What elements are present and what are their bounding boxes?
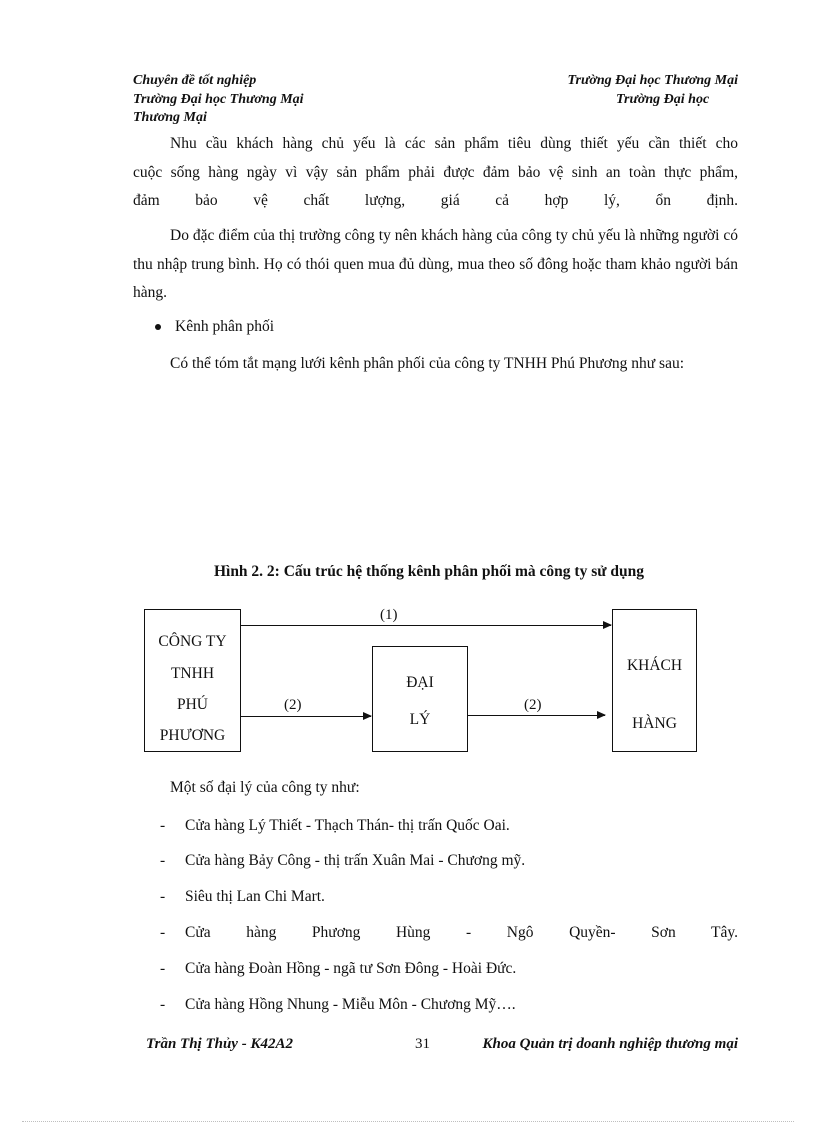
list-item: - Cửa hàng Đoàn Hồng - ngã tư Sơn Đông - Hoài Đức. <box>160 960 517 977</box>
company-line-1: CÔNG TY <box>158 633 227 650</box>
bullet-icon <box>155 324 161 330</box>
figure-title: Hình 2. 2: Cấu trúc hệ thống kênh phân phối mà công ty sử dụng <box>213 563 645 580</box>
p1-line2: cuộc sống hàng ngày vì vậy sản phẩm phải được đảm bảo vệ sinh an toàn thực phẩm, <box>133 163 738 181</box>
bullet-text: Kênh phân phối <box>175 318 275 335</box>
bottom-divider <box>22 1121 794 1122</box>
paragraph-channel-summary: Có thể tóm tắt mạng lưới kênh phân phối của công ty TNHH Phú Phương như sau: <box>170 355 685 372</box>
header-left-line3: Thương Mại <box>133 110 207 125</box>
header-right-line1: Trường Đại học Thương Mại <box>567 73 738 88</box>
footer-author: Trần Thị Thủy - K42A2 <box>146 1036 293 1052</box>
list-item: - Cửa hàng Hồng Nhung - Miễu Môn - Chương Mỹ…. <box>160 996 516 1013</box>
customer-line-2: HÀNG <box>632 715 677 732</box>
company-line-3: PHÚ <box>176 696 208 713</box>
label-company-to-agent: (2) <box>284 697 302 713</box>
agent-line-1: ĐẠI <box>406 674 434 691</box>
header-right-line2: Trường Đại học <box>616 92 710 107</box>
list-item: - Siêu thị Lan Chi Mart. <box>160 888 325 905</box>
paragraph-market: Do đặc điểm của thị trường công ty nên khách hàng của công ty chủ yếu là những người có thu nhập trung bình. Họ có thói quen mua đủ dùng, mua theo số đông hoặc tham khảo người bán hàng. <box>133 227 738 301</box>
bullet-distribution-channel <box>155 313 274 341</box>
company-box <box>144 609 241 752</box>
agents-intro: Một số đại lý của công ty như: <box>170 779 360 796</box>
list-item: - Cửa hàng Phương Hùng - Ngô Quyền- Sơn Tây. <box>160 924 738 941</box>
footer-page-number: 31 <box>415 1036 430 1052</box>
arrow-company-to-customer <box>241 625 611 626</box>
customer-box <box>612 609 697 752</box>
label-direct-channel: (1) <box>380 607 398 623</box>
label-agent-to-customer: (2) <box>524 697 542 713</box>
list-item: - Cửa hàng Lý Thiết - Thạch Thán- thị trấn Quốc Oai. <box>160 817 510 834</box>
list-item: - Cửa hàng Bảy Công - thị trấn Xuân Mai - Chương mỹ. <box>160 852 526 869</box>
paragraph-customer-needs <box>133 130 738 216</box>
header-left-line2: Trường Đại học Thương Mại <box>133 92 304 107</box>
agent-line-2: LÝ <box>409 711 431 728</box>
company-line-4: PHƯƠNG <box>159 727 226 744</box>
arrow-agent-to-customer <box>468 715 605 716</box>
footer-department: Khoa Quản trị doanh nghiệp thương mại <box>482 1036 738 1052</box>
arrow-company-to-agent <box>241 716 371 717</box>
company-line-2: TNHH <box>170 665 215 682</box>
p1-line3: đảm bảo vệ chất lượng, giá cả hợp lý, ổn định. <box>133 192 738 209</box>
p1-line1: Nhu cầu khách hàng chủ yếu là các sản phẩm tiêu dùng thiết yếu cần thiết cho <box>170 135 738 152</box>
customer-line-1: KHÁCH <box>626 657 683 674</box>
header-left-line1: Chuyên đề tốt nghiệp <box>133 73 257 88</box>
agent-box <box>372 646 468 752</box>
